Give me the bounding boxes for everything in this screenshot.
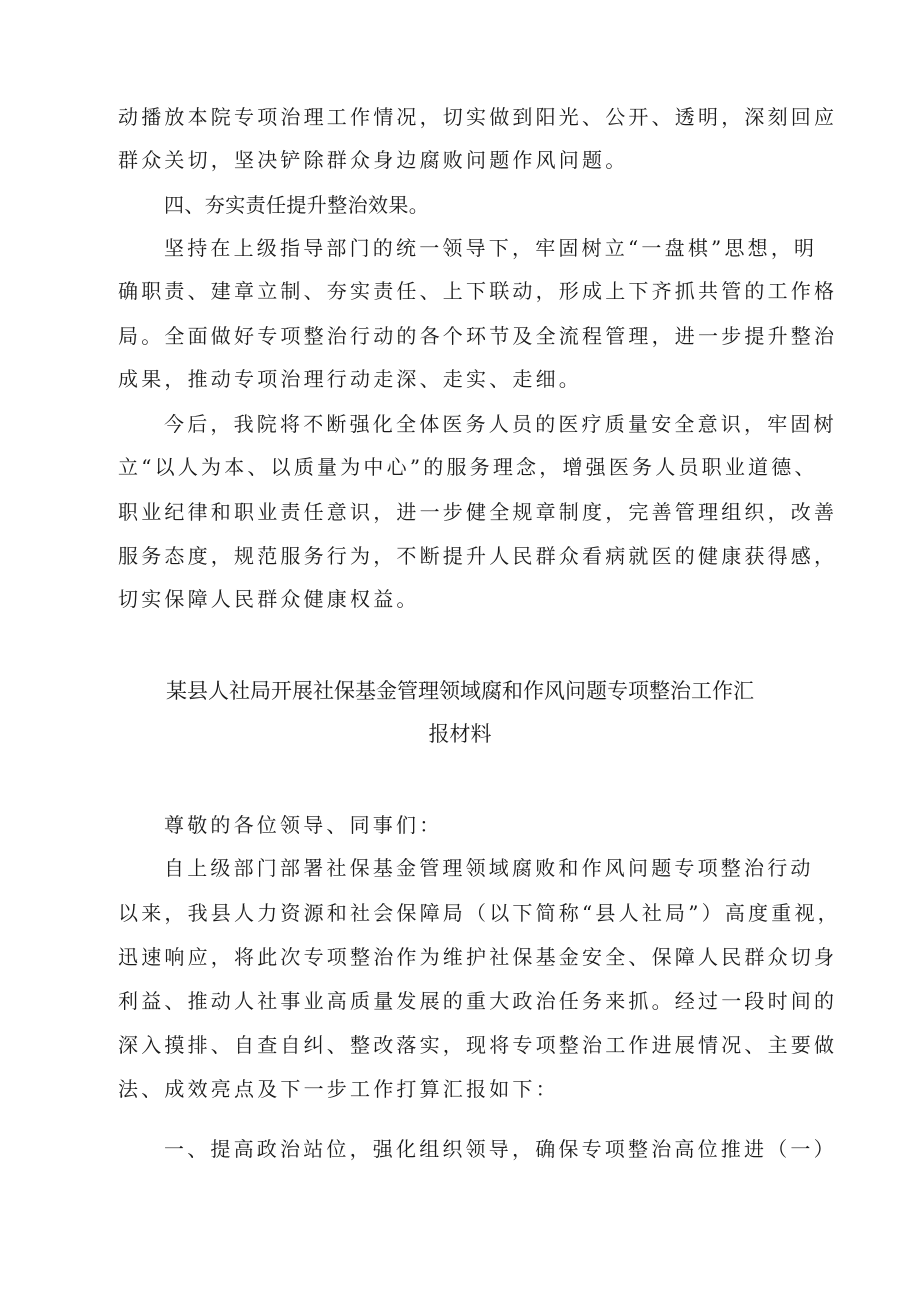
paragraph-line: 成果，推动专项治理行动走深、走实、走细。: [118, 367, 582, 391]
salutation: 尊敬的各位领导、同事们：: [164, 813, 443, 837]
section-heading-4: 四、夯实责任提升整治效果。: [164, 193, 430, 217]
paragraph-line: 法、成效亮点及下一步工作打算汇报如下：: [118, 1077, 559, 1101]
paragraph-line: 动播放本院专项治理工作情况，切实做到阳光、公开、透明，深刻回应: [118, 105, 838, 129]
section-heading-1: 一、提高政治站位，强化组织领导，确保专项整治高位推进（一）: [164, 1137, 837, 1161]
paragraph-line: 群众关切，坚决铲除群众身边腐败问题作风问题。: [118, 148, 629, 172]
report-title-line-1: 某县人社局开展社保基金管理领域腐和作风问题专项整治工作汇: [166, 679, 754, 703]
paragraph-line: 迅速响应，将此次专项整治作为维护社保基金安全、保障人民群众切身: [118, 945, 838, 969]
paragraph-line: 切实保障人民群众健康权益。: [118, 587, 420, 611]
paragraph-line: 坚持在上级指导部门的统一领导下，牢固树立“一盘棋”思想，明: [164, 236, 818, 260]
paragraph-line: 自上级部门部署社保基金管理领域腐败和作风问题专项整治行动: [164, 856, 814, 880]
paragraph-line: 局。全面做好专项整治行动的各个环节及全流程管理，进一步提升整治: [118, 324, 838, 348]
report-title-line-2: 报材料: [428, 722, 492, 746]
paragraph-line: 以来，我县人力资源和社会保障局（以下简称“县人社局”）高度重视，: [118, 901, 841, 925]
paragraph-line: 确职责、建章立制、夯实责任、上下联动，形成上下齐抓共管的工作格: [118, 279, 838, 303]
paragraph-line: 服务态度，规范服务行为，不断提升人民群众看病就医的健康获得感，: [118, 544, 838, 568]
paragraph-line: 利益、推动人社事业高质量发展的重大政治任务来抓。经过一段时间的: [118, 989, 838, 1013]
paragraph-line: 职业纪律和职业责任意识，进一步健全规章制度，完善管理组织，改善: [118, 500, 838, 524]
paragraph-line: 立“以人为本、以质量为中心”的服务理念，增强医务人员职业道德、: [118, 455, 818, 479]
paragraph-line: 今后，我院将不断强化全体医务人员的医疗质量安全意识，牢固树: [164, 412, 837, 436]
paragraph-line: 深入摸排、自查自纠、整改落实，现将专项整治工作进展情况、主要做: [118, 1033, 838, 1057]
